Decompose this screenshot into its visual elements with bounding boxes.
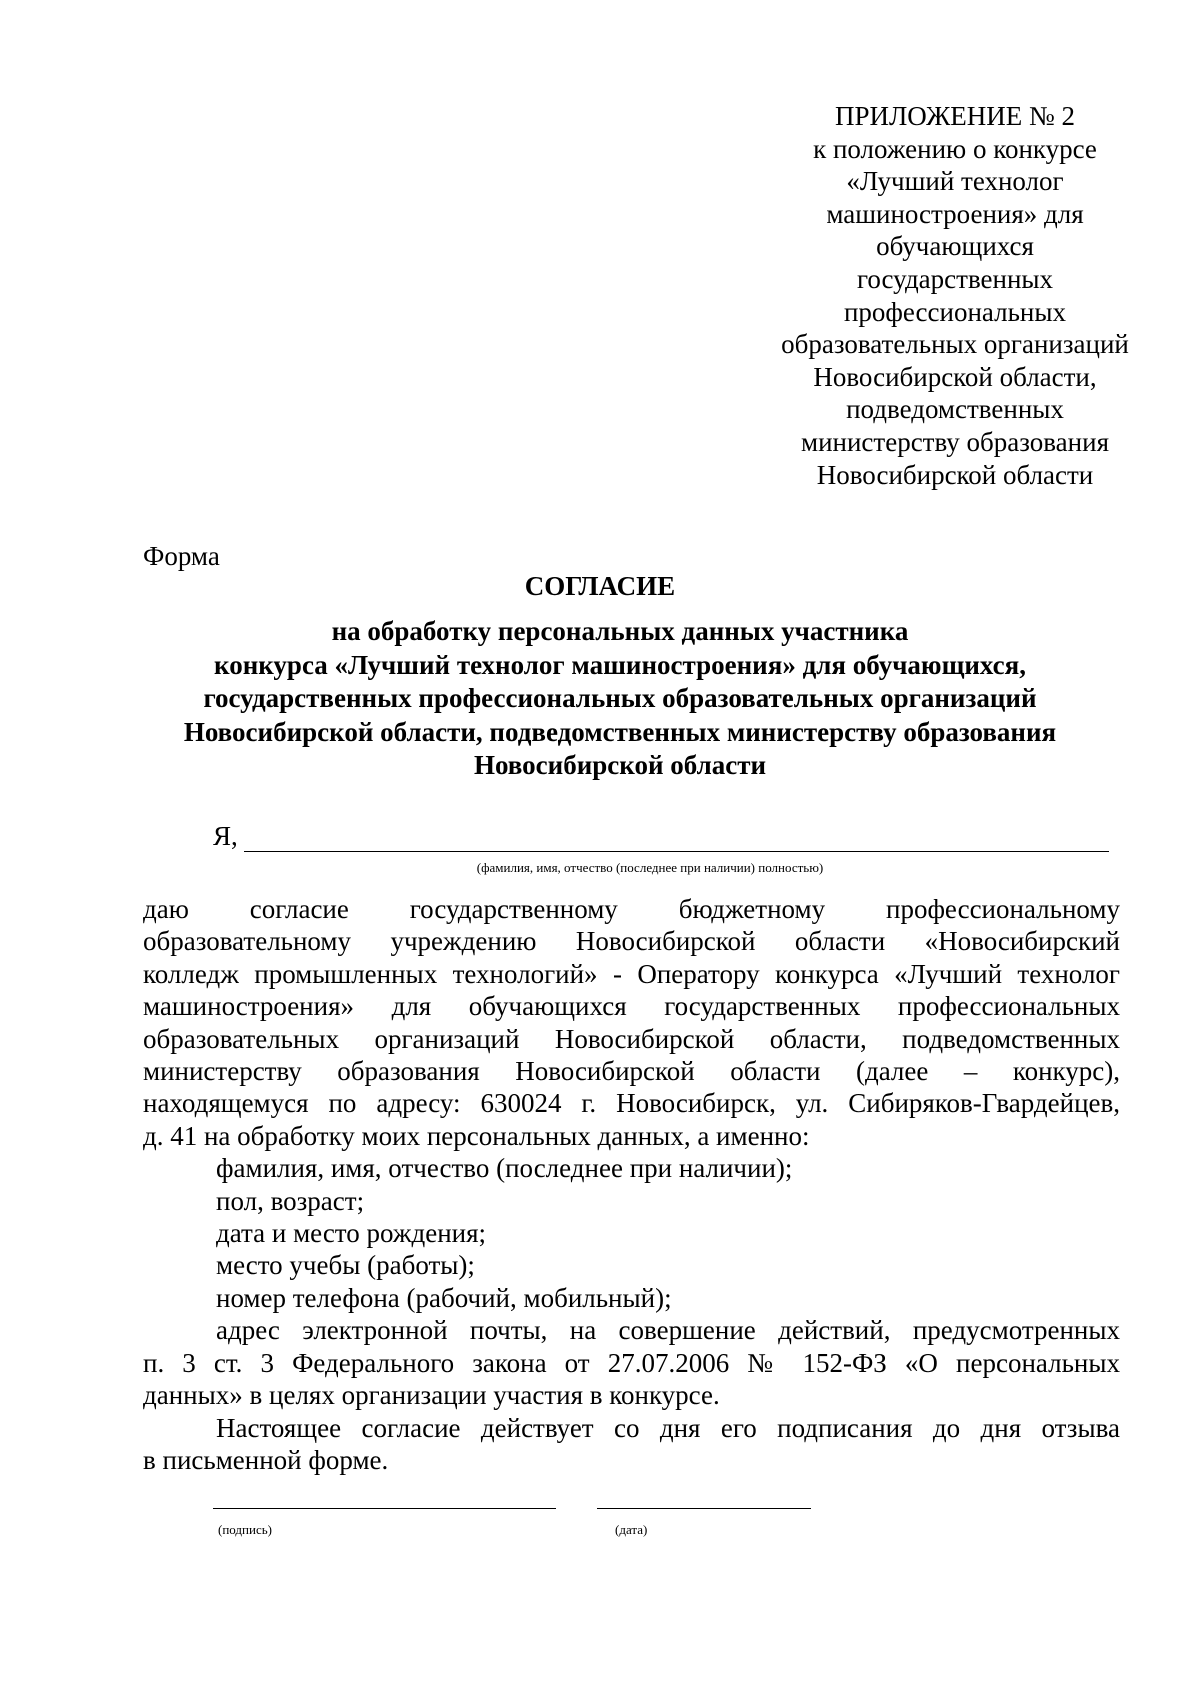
appendix-line: обучающихся [876, 231, 1034, 262]
date-blank-line[interactable] [597, 1508, 811, 1509]
list-item: дата и место рождения; [216, 1218, 487, 1249]
body-line: образовательных организаций Новосибирской области, подведомственных [143, 1023, 1120, 1054]
subtitle-line: конкурса «Лучший технолог машиностроения» для обучающихся, [214, 649, 1026, 680]
body-line: п. 3 ст. 3 Федерального закона от 27.07.2006 № 152-ФЗ «О персональных [143, 1347, 1120, 1378]
appendix-line: машиностроения» для [826, 198, 1084, 229]
list-item: место учебы (работы); [216, 1250, 475, 1281]
appendix-line: профессиональных [843, 296, 1067, 327]
name-field-row [213, 820, 1109, 852]
subtitle-line: на обработку персональных данных участника [331, 616, 909, 646]
appendix-line: министерству образования [801, 426, 1109, 457]
date-caption: (дата) [615, 1522, 648, 1537]
body-line: находящемуся по адресу: 630024 г. Новосибирск, ул. Сибиряков-Гвардейцев, [143, 1088, 1120, 1119]
document-title: СОГЛАСИЕ [524, 571, 676, 601]
ya-label: Я, [213, 821, 238, 851]
document-subtitle [140, 615, 1100, 783]
consent-paragraph-2 [143, 1314, 1120, 1411]
appendix-line: «Лучший технолог [846, 166, 1064, 197]
body-line: образовательному учреждению Новосибирской области «Новосибирский [143, 926, 1120, 957]
consent-paragraph-1 [143, 893, 1120, 1152]
full-name-caption: (фамилия, имя, отчество (последнее при наличии) полностью) [476, 860, 824, 875]
list-item: пол, возраст; [216, 1185, 365, 1216]
body-line: данных» в целях организации участия в конкурсе. [143, 1380, 720, 1411]
signature-lines [0, 1508, 1200, 1512]
body-line: д. 41 на обработку моих персональных данных, а именно: [143, 1120, 810, 1151]
appendix-line: государственных [856, 263, 1054, 294]
appendix-line: подведомственных [846, 394, 1064, 425]
full-name-blank-line[interactable] [244, 827, 1109, 852]
body-line: министерству образования Новосибирской области (далее – конкурс), [143, 1056, 1120, 1087]
appendix-line: Новосибирской области, [813, 361, 1097, 392]
appendix-header [770, 100, 1140, 491]
appendix-line: ПРИЛОЖЕНИЕ № 2 [834, 101, 1076, 131]
consent-paragraph-3 [143, 1412, 1120, 1477]
appendix-line: образовательных организаций [781, 329, 1129, 360]
signature-caption: (подпись) [218, 1522, 272, 1537]
form-label: Форма [143, 541, 220, 571]
body-line: даю согласие государственному бюджетному профессиональному [143, 894, 1120, 924]
signature-blank-line[interactable] [213, 1508, 556, 1509]
body-line: адрес электронной почты, на совершение действий, предусмотренных [216, 1315, 1120, 1346]
body-line: Настоящее согласие действует со дня его подписания до дня отзыва [216, 1412, 1120, 1443]
body-line: машиностроения» для обучающихся государственных профессиональных [143, 991, 1120, 1022]
subtitle-line: государственных профессиональных образовательных организаций [203, 683, 1037, 713]
subtitle-line: Новосибирской области, подведомственных министерству образования [183, 716, 1057, 747]
list-item: номер телефона (рабочий, мобильный); [216, 1282, 672, 1313]
list-item: фамилия, имя, отчество (последнее при наличии); [216, 1153, 793, 1184]
body-line: колледж промышленных технологий» - Оператору конкурса «Лучший технолог [143, 958, 1120, 989]
body-line: в письменной форме. [143, 1444, 389, 1475]
consent-body [143, 893, 1120, 1476]
data-items-list [143, 1152, 1120, 1314]
subtitle-line: Новосибирской области [473, 750, 767, 780]
appendix-line: Новосибирской области [816, 459, 1094, 490]
appendix-line: к положению о конкурсе [813, 133, 1097, 164]
